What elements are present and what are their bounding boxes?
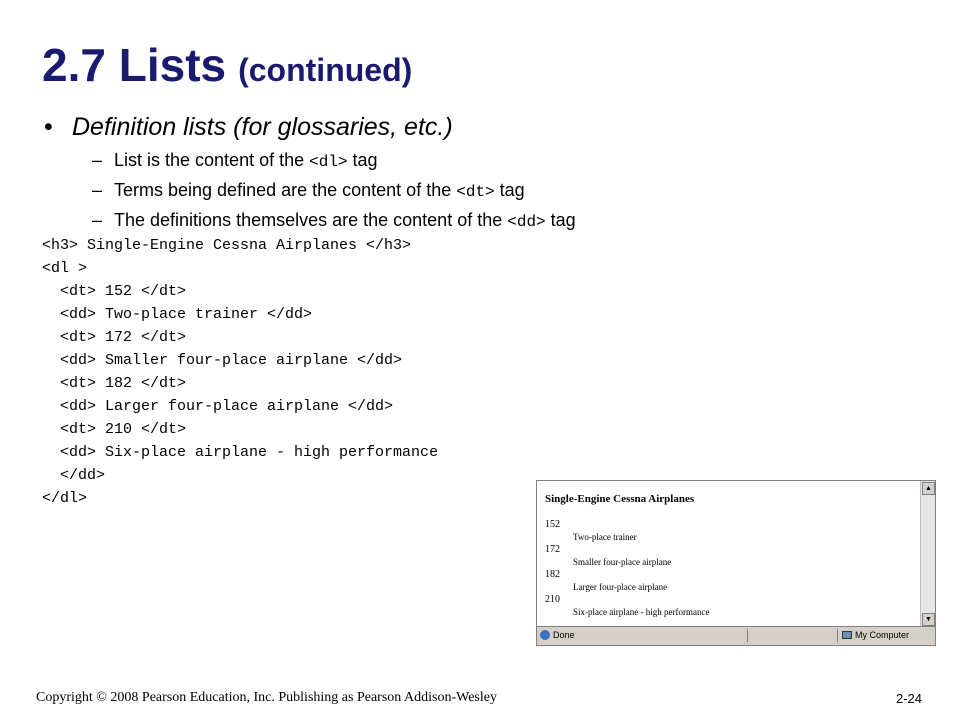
sub-dash: – bbox=[92, 180, 103, 200]
rendered-definition: Smaller four-place airplane bbox=[573, 557, 672, 567]
bullet-definition-lists bbox=[44, 113, 453, 142]
code-line: <dt> 172 </dt> bbox=[42, 329, 187, 346]
status-zone: My Computer bbox=[855, 630, 910, 640]
code-line: <dd> Six-place airplane - high performance bbox=[42, 444, 439, 461]
subitem-text-after: tag bbox=[545, 210, 576, 230]
code-line: <dt> 152 </dt> bbox=[42, 283, 187, 300]
subitem-text-before: Terms being defined are the content of the bbox=[114, 180, 457, 200]
scroll-up-icon[interactable]: ▲ bbox=[922, 482, 935, 495]
subitem-text-after: tag bbox=[494, 180, 525, 200]
computer-icon bbox=[842, 631, 852, 639]
subitem-text-before: The definitions themselves are the content of the bbox=[114, 210, 508, 230]
code-line: <dl > bbox=[42, 260, 88, 277]
code-line: <dt> 210 </dt> bbox=[42, 421, 187, 438]
vertical-scrollbar[interactable] bbox=[920, 481, 935, 627]
subitem-code: <dl> bbox=[309, 153, 348, 171]
subitem-code: <dd> bbox=[507, 213, 546, 231]
rendered-term: 210 bbox=[545, 594, 560, 605]
rendered-term: 172 bbox=[545, 544, 560, 555]
rendered-heading: Single-Engine Cessna Airplanes bbox=[545, 493, 695, 505]
code-line: <dd> Larger four-place airplane </dd> bbox=[42, 398, 394, 415]
rendered-definition: Six-place airplane - high performance bbox=[573, 607, 710, 617]
page-done-icon bbox=[540, 630, 550, 640]
code-line: <dt> 182 </dt> bbox=[42, 375, 187, 392]
subitem-dl bbox=[92, 150, 378, 171]
browser-screenshot bbox=[536, 480, 936, 646]
page-number: 2-24 bbox=[895, 691, 922, 706]
bullet-text: Definition lists (for glossaries, etc.) bbox=[72, 113, 453, 141]
subitem-text-after: tag bbox=[347, 150, 378, 170]
title-sub: (continued) bbox=[238, 52, 413, 88]
rendered-definition: Larger four-place airplane bbox=[573, 582, 668, 592]
sub-dash: – bbox=[92, 210, 103, 230]
status-divider bbox=[747, 629, 748, 642]
status-divider bbox=[837, 629, 838, 642]
browser-status-bar bbox=[537, 626, 935, 645]
code-line: <dd> Smaller four-place airplane </dd> bbox=[42, 352, 403, 369]
slide-title bbox=[42, 38, 412, 92]
rendered-term: 152 bbox=[545, 519, 560, 530]
subitem-dt bbox=[92, 180, 525, 201]
scroll-down-icon[interactable]: ▼ bbox=[922, 613, 935, 626]
sub-dash: – bbox=[92, 150, 103, 170]
status-done: Done bbox=[553, 630, 575, 640]
rendered-term: 182 bbox=[545, 569, 560, 580]
copyright-footer: Copyright © 2008 Pearson Education, Inc. Publishing as Pearson Addison-Wesley bbox=[36, 690, 497, 705]
subitem-dd bbox=[92, 210, 576, 231]
browser-content bbox=[537, 481, 921, 627]
code-line: </dd> bbox=[42, 467, 106, 484]
title-main: 2.7 Lists bbox=[42, 39, 227, 91]
bullet-marker: • bbox=[44, 113, 53, 141]
code-line: <h3> Single-Engine Cessna Airplanes </h3> bbox=[42, 237, 412, 254]
subitem-text-before: List is the content of the bbox=[114, 150, 310, 170]
code-line: </dl> bbox=[42, 490, 88, 507]
subitem-code: <dt> bbox=[456, 183, 495, 201]
code-line: <dd> Two-place trainer </dd> bbox=[42, 306, 313, 323]
rendered-definition: Two-place trainer bbox=[573, 532, 637, 542]
